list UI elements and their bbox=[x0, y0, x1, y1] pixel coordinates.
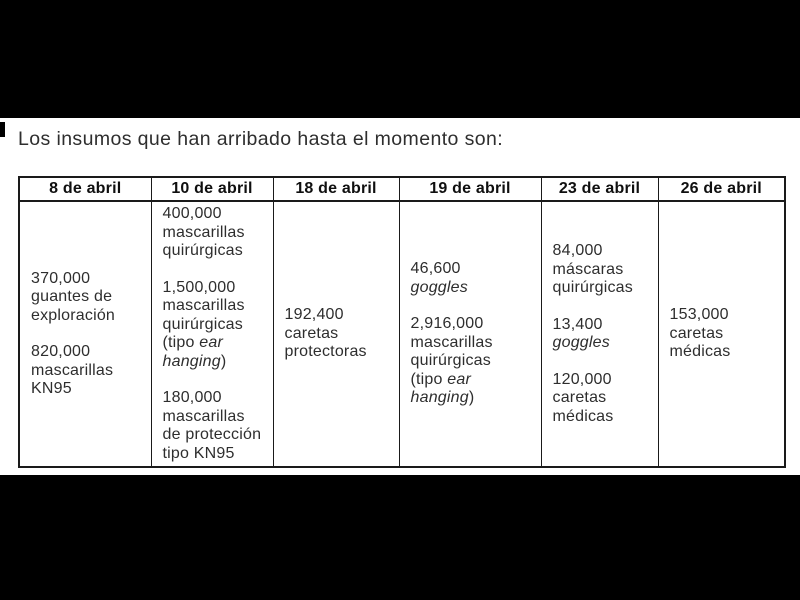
cell-line: KN95 bbox=[31, 380, 72, 397]
cell-line: caretas bbox=[552, 389, 607, 406]
cell-item bbox=[163, 279, 270, 372]
cell-line: goggles bbox=[552, 334, 610, 351]
cell-item bbox=[553, 371, 655, 427]
cell-item bbox=[553, 316, 655, 353]
cell-line: hanging) bbox=[410, 389, 475, 407]
cell-item bbox=[670, 306, 782, 362]
cell-item bbox=[31, 270, 148, 326]
cell-line: 400,000 bbox=[162, 205, 222, 222]
cell-line: quirúrgicas bbox=[410, 352, 491, 370]
column-header: 10 de abril bbox=[151, 177, 273, 201]
slide-content bbox=[0, 118, 800, 475]
page-title: Los insumos que han arribado hasta el momento son: bbox=[18, 128, 504, 150]
column-header: 26 de abril bbox=[658, 177, 785, 201]
cell-line: 180,000 bbox=[162, 389, 222, 406]
cell-item bbox=[553, 242, 655, 298]
table-cell bbox=[273, 201, 399, 467]
cell-item bbox=[411, 260, 538, 297]
table-cell bbox=[151, 201, 273, 467]
cell-line: (tipo ear bbox=[410, 370, 472, 388]
cell-line: médicas bbox=[552, 407, 614, 425]
cell-line: protectoras bbox=[284, 343, 367, 361]
column-header: 8 de abril bbox=[19, 177, 151, 201]
cell-line: tipo KN95 bbox=[162, 444, 235, 462]
cell-line: 120,000 bbox=[552, 370, 612, 388]
cell-line: caretas bbox=[669, 324, 724, 342]
cell-line: máscaras bbox=[552, 260, 624, 278]
table-cell bbox=[19, 201, 151, 467]
cell-item bbox=[411, 315, 538, 408]
cell-line: mascarillas bbox=[162, 407, 245, 425]
cell-line: 13,400 bbox=[552, 315, 603, 333]
cell-item bbox=[163, 205, 270, 261]
letterbox-bottom bbox=[0, 475, 800, 600]
cell-line: 2,916,000 bbox=[410, 315, 484, 333]
cell-line: mascarillas bbox=[31, 361, 114, 379]
table-header-row bbox=[19, 177, 785, 201]
cell-line: mascarillas bbox=[410, 333, 493, 351]
cell-line: 84,000 bbox=[552, 242, 603, 259]
column-header: 19 de abril bbox=[399, 177, 541, 201]
edge-artifact bbox=[0, 122, 5, 137]
cell-line: 192,400 bbox=[284, 306, 344, 324]
cell-line: 153,000 bbox=[669, 306, 729, 324]
cell-line: médicas bbox=[669, 343, 731, 361]
cell-line: exploración bbox=[31, 306, 116, 324]
cell-line: 820,000 bbox=[31, 343, 91, 360]
cell-item bbox=[285, 306, 396, 362]
table-cell bbox=[399, 201, 541, 467]
cell-line: (tipo ear bbox=[162, 334, 224, 351]
column-header: 23 de abril bbox=[541, 177, 658, 201]
cell-line: quirúrgicas bbox=[162, 242, 243, 259]
table-cell bbox=[541, 201, 658, 467]
cell-item bbox=[163, 389, 270, 463]
cell-line: de protección bbox=[162, 426, 262, 443]
table-body-row bbox=[19, 201, 785, 467]
table-cell bbox=[658, 201, 785, 467]
cell-line: 370,000 bbox=[31, 269, 91, 287]
cell-line: quirúrgicas bbox=[552, 279, 633, 296]
cell-line: 1,500,000 bbox=[162, 278, 236, 296]
cell-line: hanging) bbox=[162, 352, 227, 370]
cell-line: caretas bbox=[284, 324, 339, 342]
cell-line: mascarillas bbox=[162, 223, 245, 241]
supplies-table bbox=[18, 176, 786, 468]
letterbox-top bbox=[0, 0, 800, 118]
cell-line: quirúrgicas bbox=[162, 315, 243, 333]
cell-line: guantes de bbox=[31, 288, 113, 305]
cell-line: 46,600 bbox=[410, 260, 461, 278]
cell-line: goggles bbox=[410, 278, 468, 296]
cell-item bbox=[31, 343, 148, 399]
column-header: 18 de abril bbox=[273, 177, 399, 201]
cell-line: mascarillas bbox=[162, 297, 245, 314]
